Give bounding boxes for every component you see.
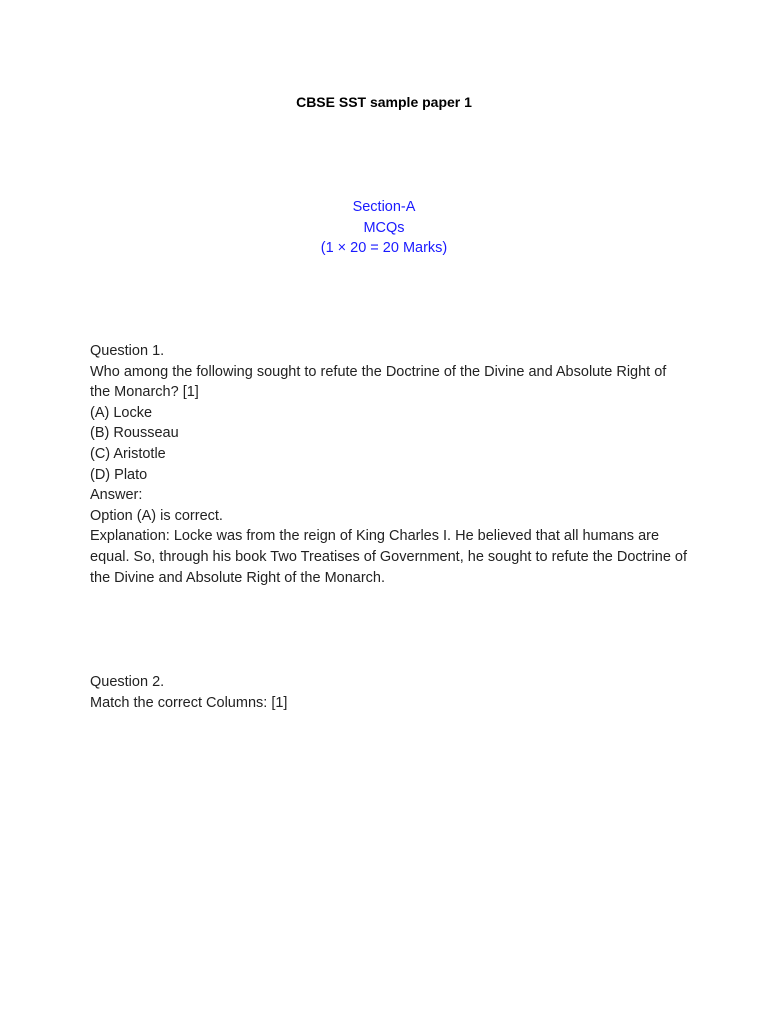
- question-text: Who among the following sought to refute the Doctrine of the Divine and Absolute Right of the Monarch? [1]: [90, 363, 667, 401]
- section-type: MCQs: [363, 219, 405, 236]
- option-d: (D) Plato: [90, 466, 148, 483]
- section-marks: (1 × 20 = 20 Marks): [320, 240, 448, 256]
- question-text: Match the correct Columns: [1]: [90, 694, 288, 711]
- question-1: [90, 341, 690, 588]
- section-name: Section-A: [352, 199, 416, 215]
- option-c: (C) Aristotle: [90, 445, 166, 462]
- answer-text: Option (A) is correct.: [90, 507, 223, 524]
- section-header: [0, 197, 768, 259]
- document-title: CBSE SST sample paper 1: [296, 94, 472, 110]
- question-number: Question 2.: [90, 674, 165, 690]
- option-a: (A) Locke: [90, 404, 153, 421]
- question-2: [90, 672, 690, 713]
- answer-label: Answer:: [90, 487, 143, 504]
- option-b: (B) Rousseau: [90, 425, 179, 442]
- explanation-text: Explanation: Locke was from the reign of King Charles I. He believed that all humans are equal. So, through his book Two Treatises of Government, he sought to refute the Doctrine of the Divine and Absolute Right of the Monarch.: [90, 528, 687, 586]
- question-number: Question 1.: [90, 343, 165, 359]
